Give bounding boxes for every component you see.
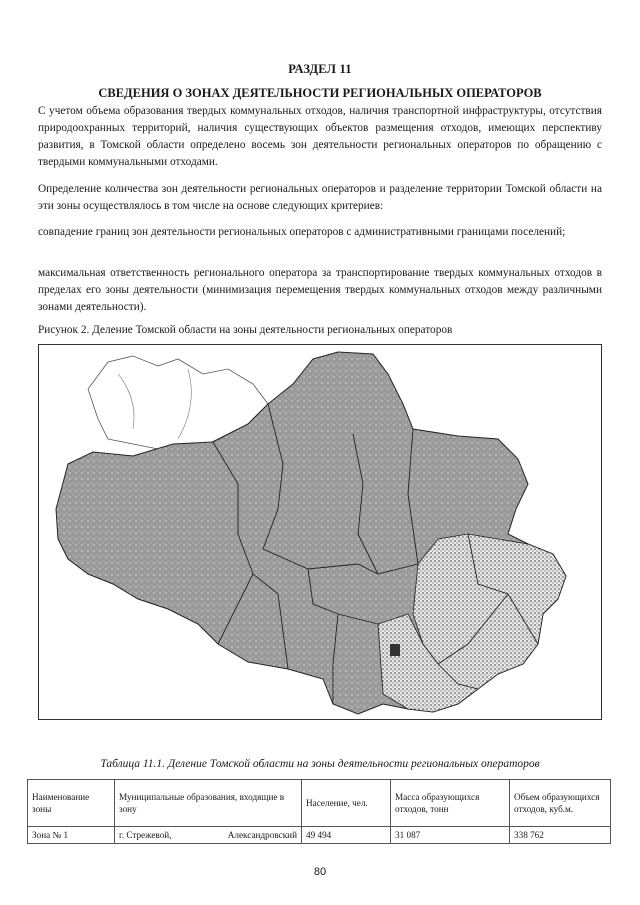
cell-mass: 31 087 (391, 827, 510, 844)
paragraph-2: Определение количества зон деятельности региональных операторов и разделение территории Томской области на эти зоны осуществлялось в том числе на основе следующих критериев: (38, 183, 602, 212)
figure-caption: Рисунок 2. Деление Томской области на зоны деятельности региональных операторов (38, 324, 453, 336)
paragraph-1: С учетом объема образования твердых коммунальных отходов, наличия транспортной инфраструктуры, отсутствия природоохранных территорий, наличия существующих объектов размещения отходов, имеющих перспективу развития, в Томской области определено восемь зон деятельности региональных операторов по обращению с твердыми коммунальными отходами. (38, 105, 602, 168)
zones-table (27, 779, 611, 844)
cell-municipal-b: Александровский (227, 830, 297, 840)
section-number: РАЗДЕЛ 11 (288, 62, 352, 76)
cell-population: 49 494 (302, 827, 391, 844)
header-volume: Объем образующихся отходов, куб.м. (510, 780, 611, 827)
table-row (28, 827, 611, 844)
header-mass: Масса образующихся отходов, тонн (391, 780, 510, 827)
header-municipal: Муниципальные образования, входящие в зону (115, 780, 302, 827)
table-caption: Таблица 11.1. Деление Томской области на зоны деятельности региональных операторов (100, 758, 540, 770)
zones-map (38, 344, 602, 720)
paragraph-4: максимальная ответственность регионального оператора за транспортирование твердых коммунальных отходов в пределах его зоны деятельности (минимизация перемещения твердых коммунальных отходов между различными зонами деятельности). (38, 267, 602, 313)
paragraph-3: совпадение границ зон деятельности региональных операторов с административными границами поселений; (38, 226, 566, 238)
cell-volume: 338 762 (510, 827, 611, 844)
header-zone: Наименование зоны (28, 780, 115, 827)
page-number: 80 (313, 866, 327, 878)
table-header-row (28, 780, 611, 827)
cell-zone: Зона № 1 (28, 827, 115, 844)
city-marker (390, 644, 400, 656)
section-title: СВЕДЕНИЯ О ЗОНАХ ДЕЯТЕЛЬНОСТИ РЕГИОНАЛЬНЫХ ОПЕРАТОРОВ (98, 86, 542, 100)
cell-municipal-a: г. Стрежевой, (119, 830, 172, 840)
header-population: Население, чел. (302, 780, 391, 827)
zones-map-figure (38, 344, 602, 720)
cell-municipal (115, 827, 302, 844)
